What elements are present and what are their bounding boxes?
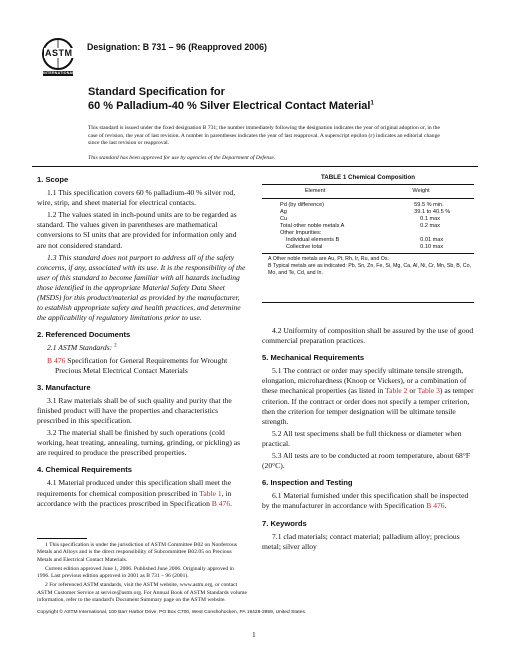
section-manufacture-heading: 3. Manufacture bbox=[37, 382, 91, 392]
issue-notice: This standard is issued under the fixed designation B 731; the number immediately following the designation indicates the year of original adoption or, in the case of revision, the year of last revision. A number in parentheses indicates the year of last reapproval. A superscript epsilon (ε) indicates an editorial change since the last revision or reapproval. bbox=[88, 125, 440, 147]
para-4-2: 4.2 Uniformity of composition shall be assured by the use of good commercial preparation practices. bbox=[262, 326, 474, 346]
para-6-1-text-a: 6.1 Material furnished under this specification shall be inspected by the manufacturer in accordance with Specification bbox=[262, 491, 469, 511]
reference-b476 bbox=[37, 356, 247, 376]
page-title bbox=[88, 85, 374, 114]
table-row bbox=[262, 244, 474, 253]
page-number: 1 bbox=[252, 630, 256, 639]
para-5-1-or: or bbox=[407, 386, 418, 396]
table-row bbox=[262, 216, 474, 223]
spec-b476-link[interactable]: B 476 bbox=[211, 498, 231, 508]
table-1-note-b: B Typical metals are as indicated: Pb, Sn, Zn, Fe, Si, Mg, Ca, Al, Ni, Cr, Mn, Sb, B, Co, Mo, and Te, Cd, and In. bbox=[268, 262, 472, 276]
para-5-2: 5.2 All test specimens shall be full thickness or diameter when practical. bbox=[262, 428, 462, 448]
table-1 bbox=[262, 174, 474, 277]
table-row bbox=[262, 237, 474, 244]
table-cell-weight: 0.01 max bbox=[420, 236, 444, 243]
table-1-bottom-rule bbox=[262, 302, 474, 303]
para-1-1: 1.1 This specification covers 60 % palladium-40 % silver rod, wire, strip, and sheet material for electrical contacts. bbox=[37, 188, 236, 208]
title-line-2-text: 60 % Palladium-40 % Silver Electrical Contact Material bbox=[88, 100, 371, 113]
table-1-header-element: Element bbox=[304, 188, 326, 194]
right-column bbox=[262, 326, 474, 554]
title-line-2 bbox=[88, 99, 374, 113]
table-1-grid bbox=[262, 184, 474, 254]
reference-b476-link[interactable]: B 476 bbox=[47, 355, 66, 365]
table-1-header-row bbox=[262, 185, 474, 199]
table-1-caption: TABLE 1 Chemical Composition bbox=[320, 174, 416, 181]
spec-b476-link-2[interactable]: B 476 bbox=[426, 501, 445, 511]
reference-b476-title: Specification for General Requirements for Wrought Precious Metal Electrical Contact Materials bbox=[55, 355, 228, 375]
table-cell-element: Pd (by difference) bbox=[280, 201, 325, 208]
para-5-3: 5.3 All tests are to be conducted at room temperature, about 68°F (20°C). bbox=[262, 451, 471, 471]
footnote-rule bbox=[37, 538, 87, 539]
section-mechanical-heading: 5. Mechanical Requirements bbox=[262, 353, 365, 363]
table-row bbox=[262, 230, 474, 237]
para-4-1 bbox=[37, 478, 247, 508]
footnote-1b: Current edition approved June 1, 2006. Published June 2006. Originally approved in 1996. Last previous edition approved in 2001 as B 731 – 96 (2001). bbox=[37, 565, 234, 580]
table-cell-element: Other Impurities: bbox=[280, 229, 322, 236]
header-rule bbox=[32, 166, 478, 167]
table-cell-element: Ag bbox=[280, 208, 287, 215]
footnotes bbox=[37, 542, 247, 606]
section-scope-heading: 1. Scope bbox=[37, 175, 69, 184]
section-referenced-docs-heading: 2. Referenced Documents bbox=[37, 330, 131, 340]
para-2-1-footnote-mark: 2 bbox=[114, 343, 117, 349]
title-line-1: Standard Specification for bbox=[88, 86, 225, 98]
table-cell-element: Total other noble metals A bbox=[280, 222, 345, 229]
para-1-3: 1.3 This standard does not purport to address all of the safety concerns, if any, associated with its use. It is the responsibility of the user of this standard to become familiar with all hazards including those identified in the appropriate Material Safety Data Sheet (MSDS) for this product/material as provided by the manufacturer, to establish appropriate safety and health practices, and determine the applicability of regulatory limitations prior to use. bbox=[37, 252, 246, 323]
para-4-1-text-b: , in accordance with the practices prescribed in Specification bbox=[37, 488, 232, 508]
section-chemical-heading: 4. Chemical Requirements bbox=[37, 465, 132, 475]
table-cell-weight: 59.5 % min. bbox=[414, 201, 444, 208]
logo-subtext: INTERNATIONAL bbox=[43, 71, 75, 75]
logo-text: ASTM bbox=[45, 48, 73, 58]
para-2-1 bbox=[37, 343, 247, 353]
table-cell-weight: 39.1 to 40.5 % bbox=[414, 208, 451, 215]
para-6-1-text-b: . bbox=[444, 501, 447, 511]
designation: Designation: B 731 – 96 (Reapproved 2006) bbox=[87, 42, 267, 52]
table-2-link[interactable]: Table 2 bbox=[385, 386, 408, 396]
table-cell-element: Cu bbox=[280, 215, 288, 222]
footnote-2: 2 For referenced ASTM standards, visit the ASTM website, www.astm.org, or contact ASTM Customer Service at service@astm.org. For Annual Book of ASTM Standards volume information, refer to the standard's Document Summary page on the ASTM website. bbox=[37, 582, 247, 603]
para-5-1 bbox=[262, 366, 474, 427]
para-1-2: 1.2 The values stated in inch-pound units are to be regarded as standard. The values given in parentheses are mathematical conversions to SI units that are provided for information only and are not considered standard. bbox=[37, 210, 237, 250]
section-keywords-heading: 7. Keywords bbox=[262, 518, 307, 528]
copyright-footer: Copyright © ASTM International, 100 Barr Harbor Drive, PO Box C700, West Conshohocken, PA 19428-2959, United States. bbox=[37, 610, 307, 615]
para-7-1: 7.1 clad materials; contact material; palladium alloy; precious metal; silver alloy bbox=[262, 531, 460, 551]
table-cell-element: Individual elements B bbox=[286, 236, 340, 243]
table-cell-weight: 0.2 max bbox=[420, 222, 441, 229]
footnote-1a: 1 This specification is under the jurisdiction of ASTM Committee B02 on Nonferrous Metals and Alloys and is the direct responsibility of Subcommittee B02.05 on Precious Metals and Electrical Contact Materials. bbox=[37, 542, 237, 563]
table-cell-element: Collective total bbox=[286, 243, 323, 250]
table-1-header-weight: Weight bbox=[412, 188, 430, 194]
table-cell-weight: 0.1 max bbox=[420, 215, 441, 222]
para-5-1-text-a: 5.1 The contract or order may specify ultimate tensile strength, elongation, microhardness (Knoop or Vickers), or a combination of these mechanical properties (as listed in bbox=[262, 366, 467, 396]
table-row bbox=[262, 209, 474, 216]
table-row bbox=[262, 198, 474, 208]
table-row bbox=[262, 223, 474, 230]
table-cell-weight bbox=[368, 230, 474, 237]
para-2-1-text: 2.1 ASTM Standards: bbox=[47, 343, 113, 353]
para-3-2: 3.2 The material shall be finished by such operations (cold working, heat treating, annealing, turning, grinding, or pickling) as are required to produce the prescribed properties. bbox=[37, 428, 241, 458]
defense-notice: This standard has been approved for use by agencies of the Department of Defense. bbox=[88, 155, 276, 161]
table-1-note-a: A Other noble metals are Au, Pt, Rh, Ir, Ru, and Os. bbox=[268, 255, 390, 262]
table-3-link[interactable]: Table 3 bbox=[417, 386, 440, 396]
table-cell-weight: 0.10 max bbox=[420, 243, 444, 250]
para-5-1-text-b: ) as temper criterion. If the contract or order does not specify a temper criterion, then the criterion for temper designation will be ultimate tensile strength. bbox=[262, 386, 474, 426]
para-4-1-text-a: 4.1 Material produced under this specification shall meet the requirements for chemical composition prescribed in bbox=[37, 478, 232, 498]
title-footnote-mark: 1 bbox=[370, 100, 374, 107]
table-1-link[interactable]: Table 1 bbox=[199, 488, 222, 498]
left-column bbox=[37, 168, 247, 511]
section-inspection-heading: 6. Inspection and Testing bbox=[262, 478, 353, 488]
para-4-1-text-c: . bbox=[230, 498, 233, 508]
para-3-1: 3.1 Raw materials shall be of such quality and purity that the finished product will have the properties and characteristics prescribed in this specification. bbox=[37, 395, 232, 425]
para-6-1 bbox=[262, 491, 474, 511]
astm-logo bbox=[38, 36, 78, 78]
